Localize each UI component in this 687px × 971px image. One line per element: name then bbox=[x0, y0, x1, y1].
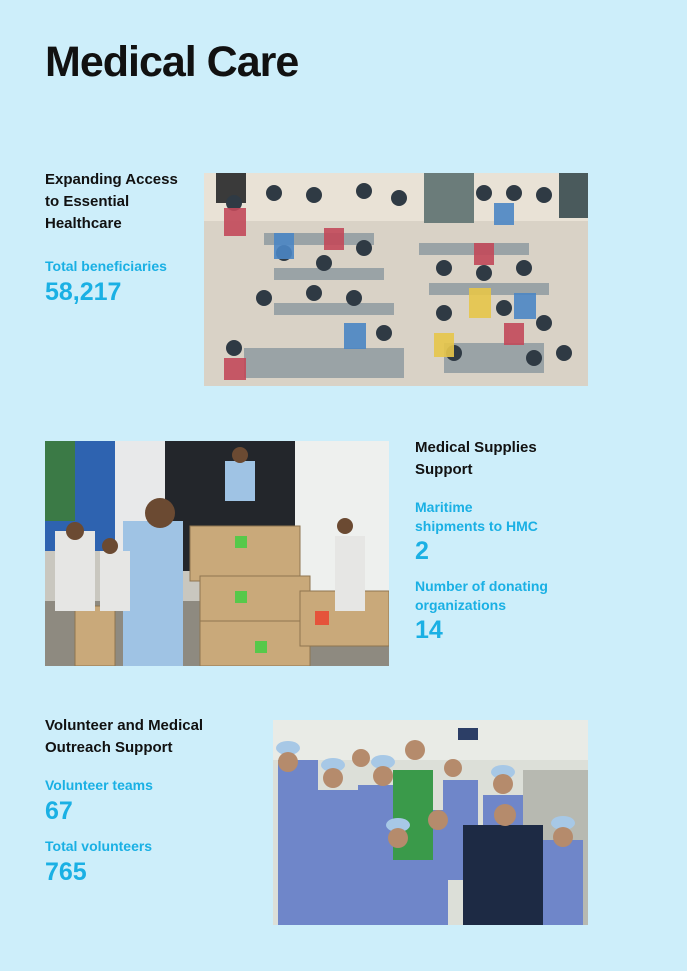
stat-value-maritime-shipments: 2 bbox=[415, 537, 429, 565]
volunteer-medical-team-photo bbox=[273, 720, 588, 925]
section-title-volunteer-outreach: Volunteer and Medical Outreach Support bbox=[45, 717, 204, 756]
stat-label-volunteer-teams: Volunteer teams bbox=[45, 777, 153, 793]
stat-value-total-beneficiaries: 58,217 bbox=[45, 278, 122, 306]
stat-label-maritime-shipments: Maritime shipments to HMC bbox=[415, 499, 538, 534]
page-title: Medical Care bbox=[45, 38, 299, 86]
stat-label-total-beneficiaries: Total beneficiaries bbox=[45, 258, 167, 274]
stat-value-total-volunteers: 765 bbox=[45, 858, 87, 886]
stat-value-volunteer-teams: 67 bbox=[45, 797, 73, 825]
stat-label-donating-organizations: Number of donating organizations bbox=[415, 578, 548, 613]
hospital-waiting-room-photo bbox=[204, 173, 588, 386]
medical-supplies-unloading-photo bbox=[45, 441, 389, 666]
stat-label-total-volunteers: Total volunteers bbox=[45, 838, 153, 854]
stat-value-donating-organizations: 14 bbox=[415, 616, 443, 644]
section-title-medical-supplies: Medical Supplies Support bbox=[415, 439, 537, 478]
section-title-healthcare-access: Expanding Access to Essential Healthcare bbox=[45, 171, 178, 232]
